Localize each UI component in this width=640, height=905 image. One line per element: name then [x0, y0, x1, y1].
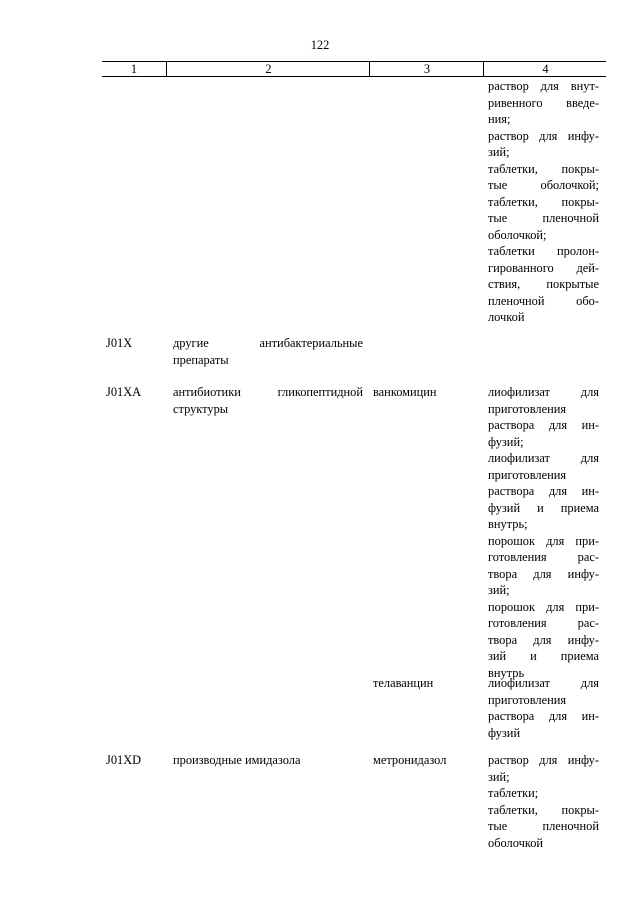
cell-text-line: таблетки, покры- — [488, 194, 599, 209]
row-drug-name: ванкомицин — [373, 385, 437, 399]
cell-text-line: раствор для внут- — [488, 79, 599, 93]
cell-text-line: таблетки, покры- — [488, 161, 599, 176]
cell-text-line: порошок для при- — [488, 599, 599, 614]
cell-text-line: раствора для ин- — [488, 709, 599, 723]
row-drug-name: метронидазол — [373, 753, 447, 767]
cell-text-line: другие антибактериальные — [173, 336, 363, 350]
cell-text-line: раствор для инфу- — [488, 128, 599, 143]
row-drug-name: телаванцин — [373, 676, 434, 690]
cell-text-line: тые пленочной — [488, 819, 599, 833]
cell-text-line: зий; — [488, 769, 510, 784]
cell-text-line: лиофилизат для — [488, 385, 599, 399]
cell-text-line: зий; — [488, 583, 510, 597]
column-header-1: 1 — [130, 62, 138, 76]
row-dosage-forms — [488, 675, 599, 741]
cell-text-line: тые пленочной — [488, 211, 599, 225]
cell-text-line: гированного дей- — [488, 260, 599, 275]
cell-text-line: фузий — [488, 725, 521, 740]
column-header-3: 3 — [369, 62, 484, 76]
row-code: J01X — [106, 336, 133, 350]
cell-text-line: оболочкой; — [488, 227, 547, 242]
cell-text-line: препараты — [173, 352, 229, 367]
cell-text-line: таблетки пролон- — [488, 244, 599, 258]
cell-text-line: пленочной обо- — [488, 293, 599, 308]
cell-text-line: порошок для при- — [488, 533, 599, 548]
cell-text-line: ствия, покрытые — [488, 277, 599, 291]
column-header-2: 2 — [166, 62, 370, 76]
page-number: 122 — [310, 38, 330, 52]
cell-text-line: раствора для ин- — [488, 484, 599, 498]
cell-text-line: твора для инфу- — [488, 566, 599, 581]
cell-text-line: раствора для ин- — [488, 418, 599, 432]
cell-text-line: готовления рас- — [488, 550, 599, 564]
table-header — [102, 61, 606, 77]
cell-text-line: лиофилизат для — [488, 676, 599, 690]
cell-text-line: ния; — [488, 112, 511, 126]
cell-text-line: лочкой — [488, 310, 525, 324]
cell-text-line: производные имидазола — [173, 753, 301, 767]
row-dosage-forms — [488, 384, 599, 681]
cell-text-line: зий; — [488, 145, 510, 159]
cell-text-line: готовления рас- — [488, 616, 599, 630]
cell-text-line: таблетки; — [488, 786, 539, 800]
column-header-4: 4 — [483, 62, 607, 76]
cell-text-line: приготовления — [488, 692, 567, 707]
cell-text-line: внутрь; — [488, 517, 528, 531]
cell-text-line: таблетки, покры- — [488, 802, 599, 817]
continuation-forms-cell — [488, 78, 599, 326]
cell-text-line: структуры — [173, 401, 229, 416]
cell-text-line: тые оболочкой; — [488, 178, 599, 192]
cell-text-line: раствор для инфу- — [488, 753, 599, 767]
cell-text-line: приготовления — [488, 401, 567, 416]
row-group — [173, 752, 363, 769]
cell-text-line: приготовления — [488, 467, 567, 482]
row-group — [173, 384, 363, 417]
cell-text-line: фузий; — [488, 434, 524, 449]
cell-text-line: зий и приема — [488, 649, 599, 663]
row-code: J01XA — [106, 385, 142, 399]
cell-text-line: фузий и приема — [488, 500, 599, 515]
cell-text-line: внутрь — [488, 665, 525, 680]
cell-text-line: оболочкой — [488, 835, 544, 850]
row-code: J01XD — [106, 753, 142, 767]
row-group — [173, 335, 363, 368]
cell-text-line: антибиотики гликопептидной — [173, 385, 363, 399]
cell-text-line: твора для инфу- — [488, 632, 599, 647]
row-dosage-forms — [488, 752, 599, 851]
cell-text-line: лиофилизат для — [488, 451, 599, 465]
cell-text-line: ривенного введе- — [488, 95, 599, 110]
